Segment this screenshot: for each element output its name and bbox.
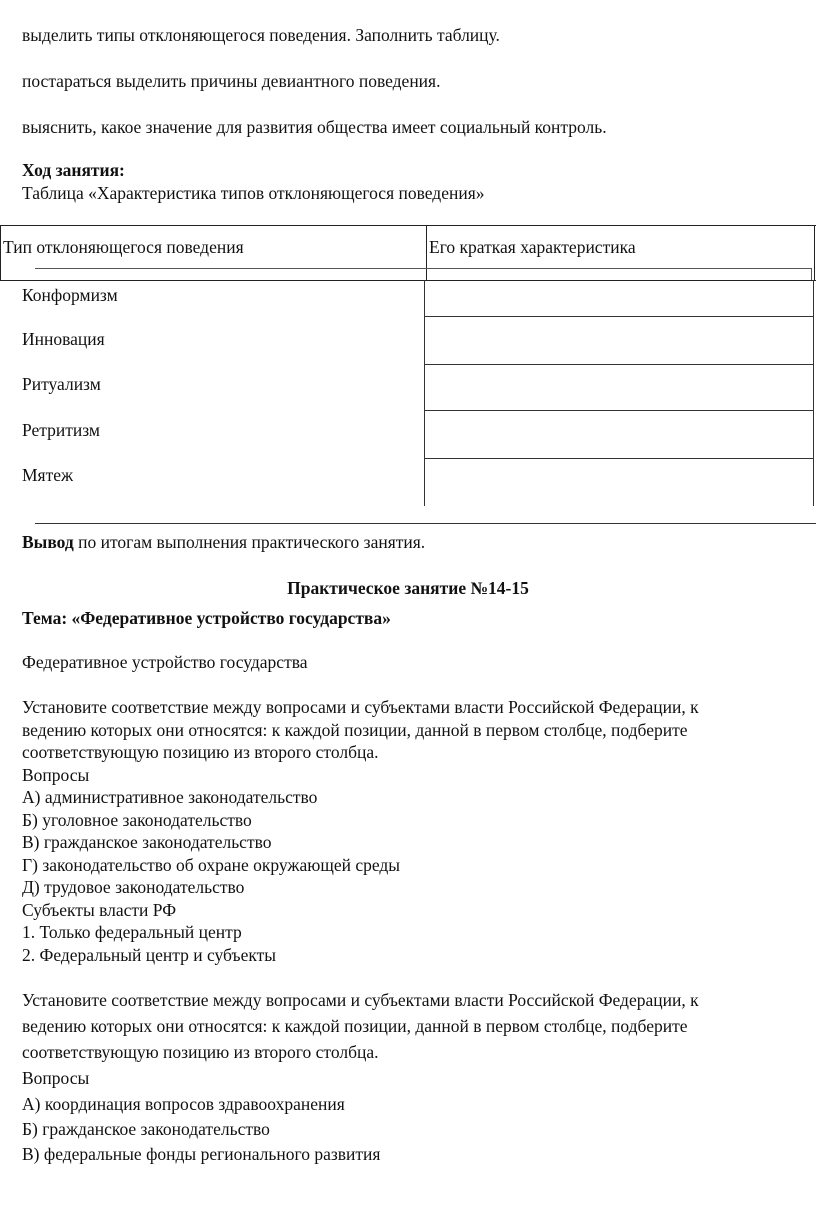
task1-instruction-3: соответствующую позицию из второго столбца. bbox=[22, 742, 379, 762]
intro-line-3: выяснить, какое значение для развития общества имеет социальный контроль. bbox=[22, 117, 607, 137]
header-description: Его краткая характеристика bbox=[429, 237, 636, 257]
task1-subject: 1. Только федеральный центр bbox=[22, 922, 242, 942]
table-row-type: Мятеж bbox=[22, 465, 74, 485]
course-heading: Ход занятия: bbox=[22, 160, 125, 180]
intro-line-2: постараться выделить причины девиантного поведения. bbox=[22, 71, 441, 91]
task1-question: Г) законодательство об охране окружающей среды bbox=[22, 855, 401, 875]
task1-question: В) гражданское законодательство bbox=[22, 832, 272, 852]
task1-instruction-2: ведению которых они относятся: к каждой позиции, данной в первом столбце, подберите bbox=[22, 720, 688, 740]
task1-subjects-label: Субъекты власти РФ bbox=[22, 900, 177, 920]
intro-line-1: выделить типы отклоняющегося поведения. Заполнить таблицу. bbox=[22, 25, 500, 45]
lesson-topic: Тема: «Федеративное устройство государства» bbox=[22, 608, 391, 628]
lesson-subject: Федеративное устройство государства bbox=[22, 652, 308, 672]
task2-question: В) федеральные фонды регионального развития bbox=[22, 1144, 381, 1164]
table-row-type: Инновация bbox=[22, 329, 105, 349]
conclusion-rest: по итогам выполнения практического занятия. bbox=[73, 532, 426, 552]
task1-instruction-1: Установите соответствие между вопросами и субъектами власти Российской Федерации, к bbox=[22, 697, 699, 717]
task2-instruction-3: соответствующую позицию из второго столбца. bbox=[22, 1042, 379, 1062]
task2-instruction-1: Установите соответствие между вопросами и субъектами власти Российской Федерации, к bbox=[22, 990, 699, 1010]
task1-question: Б) уголовное законодательство bbox=[22, 810, 252, 830]
task2-questions-label: Вопросы bbox=[22, 1068, 90, 1088]
task2-instruction-2: ведению которых они относятся: к каждой позиции, данной в первом столбце, подберите bbox=[22, 1016, 688, 1036]
task2-question: Б) гражданское законодательство bbox=[22, 1119, 270, 1139]
header-type: Тип отклоняющегося поведения bbox=[3, 237, 244, 257]
task1-questions-label: Вопросы bbox=[22, 765, 90, 785]
task1-question: А) административное законодательство bbox=[22, 787, 318, 807]
task1-subject: 2. Федеральный центр и субъекты bbox=[22, 945, 277, 965]
task2-question: А) координация вопросов здравоохранения bbox=[22, 1094, 345, 1114]
conclusion bbox=[22, 531, 425, 554]
lesson-title: Практическое занятие №14-15 bbox=[287, 578, 529, 598]
conclusion-bold: Вывод bbox=[22, 532, 74, 552]
table-row-type: Ритуализм bbox=[22, 374, 101, 394]
table-row-type: Ретритизм bbox=[22, 420, 100, 440]
task1-question: Д) трудовое законодательство bbox=[22, 877, 245, 897]
table-caption: Таблица «Характеристика типов отклоняющегося поведения» bbox=[22, 183, 485, 203]
table-row-type: Конформизм bbox=[22, 285, 118, 305]
